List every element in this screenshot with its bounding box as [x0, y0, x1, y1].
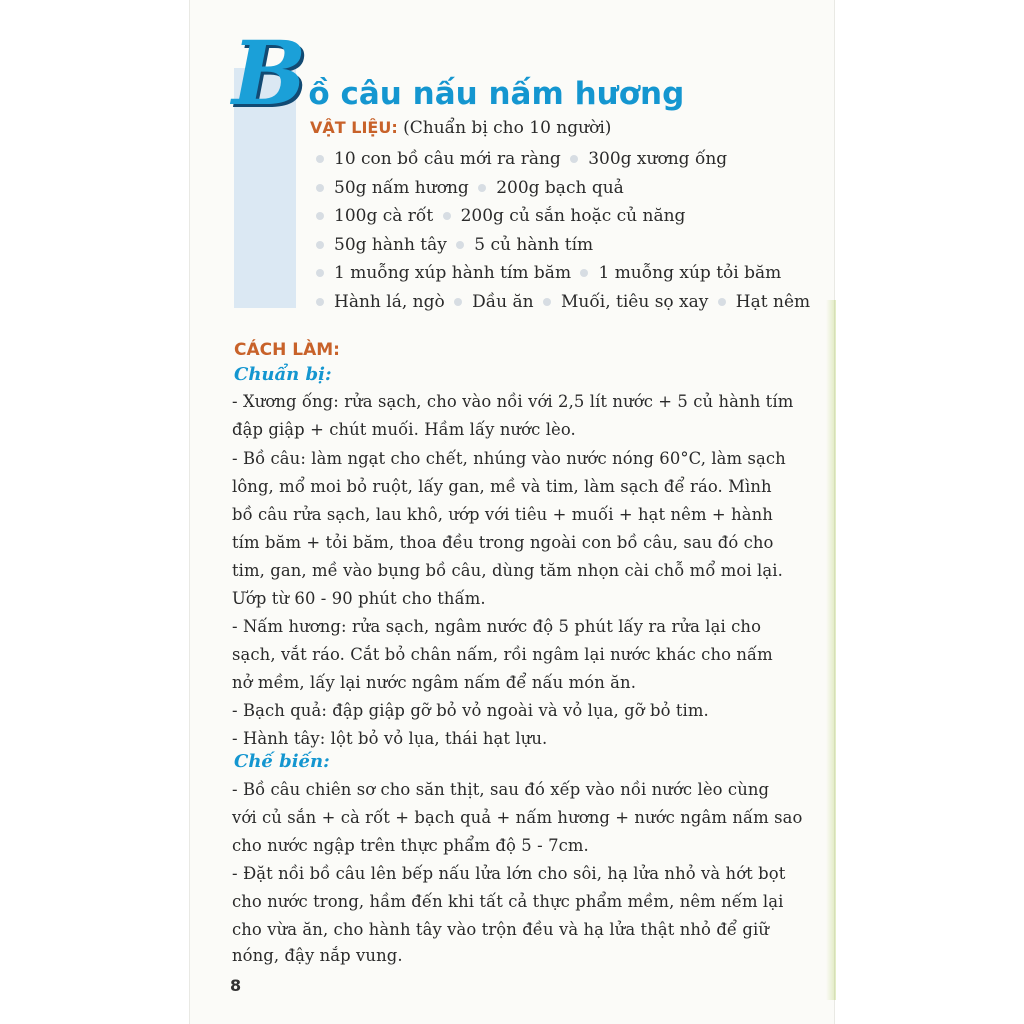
ingredient: Hạt nêm [735, 292, 811, 312]
materials-label: VẬT LIỆU: [310, 118, 398, 137]
bullet-icon [316, 184, 324, 192]
materials-row [312, 178, 624, 198]
recipe-title [232, 21, 685, 125]
materials-row [312, 263, 781, 283]
cook-line: nóng, đậy nắp vung. [232, 946, 403, 965]
prep-line: nở mềm, lấy lại nước ngâm nấm để nấu món ăn. [232, 673, 637, 692]
materials-note: (Chuẩn bị cho 10 người) [403, 118, 612, 138]
title-initial: B [232, 21, 307, 125]
materials-heading [310, 118, 611, 138]
ingredient: 200g bạch quả [496, 178, 624, 198]
materials-row [312, 292, 810, 312]
prep-line: - Hành tây: lột bỏ vỏ lụa, thái hạt lựu. [232, 729, 548, 748]
ingredient: 1 muỗng xúp hành tím băm [334, 263, 572, 283]
ingredient: 300g xương ống [588, 149, 728, 169]
ingredient: Hành lá, ngò [334, 292, 445, 312]
bullet-icon [316, 298, 324, 306]
materials-row [312, 235, 593, 255]
bullet-icon [443, 212, 451, 220]
ingredient: 100g cà rốt [334, 206, 434, 226]
cook-line: - Đặt nồi bồ câu lên bếp nấu lửa lớn cho sôi, hạ lửa nhỏ và hớt bọt [232, 864, 786, 883]
ingredient: Dầu ăn [472, 292, 534, 312]
ingredient: 10 con bồ câu mới ra ràng [334, 149, 561, 169]
bullet-icon [316, 241, 324, 249]
bullet-icon [454, 298, 462, 306]
bullet-icon [316, 212, 324, 220]
prep-line: - Bạch quả: đập giập gỡ bỏ vỏ ngoài và vỏ lụa, gỡ bỏ tim. [232, 701, 709, 720]
materials-row [312, 206, 685, 226]
method-heading: CÁCH LÀM: [234, 340, 340, 360]
cook-line: - Bồ câu chiên sơ cho săn thịt, sau đó xếp vào nồi nước lèo cùng [232, 780, 770, 799]
cook-line: cho nước ngập trên thực phẩm độ 5 - 7cm. [232, 836, 589, 855]
bullet-icon [543, 298, 551, 306]
prep-line: - Xương ống: rửa sạch, cho vào nồi với 2,5 lít nước + 5 củ hành tím [232, 392, 794, 411]
prep-line: - Nấm hương: rửa sạch, ngâm nước độ 5 phút lấy ra rửa lại cho [232, 617, 762, 636]
bullet-icon [580, 269, 588, 277]
ingredient: 1 muỗng xúp tỏi băm [598, 263, 782, 283]
prep-line: Ướp từ 60 - 90 phút cho thấm. [232, 589, 486, 608]
ingredient: 50g nấm hương [334, 178, 469, 198]
ingredient: 200g củ sắn hoặc củ năng [460, 206, 686, 226]
cook-line: cho nước trong, hầm đến khi tất cả thực phẩm mềm, nêm nếm lại [232, 892, 784, 911]
prep-line: - Bồ câu: làm ngạt cho chết, nhúng vào nước nóng 60°C, làm sạch [232, 449, 786, 468]
prep-line: sạch, vắt ráo. Cắt bỏ chân nấm, rồi ngâm lại nước khác cho nấm [232, 645, 773, 664]
ingredient: 50g hành tây [334, 235, 447, 255]
prep-line: bồ câu rửa sạch, lau khô, ướp với tiêu + muối + hạt nêm + hành [232, 505, 773, 524]
prep-heading: Chuẩn bị: [234, 364, 332, 385]
bullet-icon [316, 155, 324, 163]
prep-line: đập giập + chút muối. Hầm lấy nước lèo. [232, 420, 576, 439]
bullet-icon [570, 155, 578, 163]
bullet-icon [316, 269, 324, 277]
title-text: ồ câu nấu nấm hương [308, 76, 685, 112]
materials-row [312, 149, 727, 169]
page-number: 8 [230, 976, 242, 995]
prep-line: tim, gan, mề vào bụng bồ câu, dùng tăm nhọn cài chỗ mổ moi lại. [232, 561, 783, 580]
prep-line: lông, mổ moi bỏ ruột, lấy gan, mề và tim, làm sạch để ráo. Mình [232, 477, 772, 496]
bullet-icon [456, 241, 464, 249]
cook-line: cho vừa ăn, cho hành tây vào trộn đều và hạ lửa thật nhỏ để giữ [232, 920, 770, 939]
cook-line: với củ sắn + cà rốt + bạch quả + nấm hương + nước ngâm nấm sao [232, 808, 803, 827]
ingredient: Muối, tiêu sọ xay [561, 292, 709, 312]
bullet-icon [718, 298, 726, 306]
ingredient: 5 củ hành tím [474, 235, 594, 255]
prep-line: tím băm + tỏi băm, thoa đều trong ngoài con bồ câu, sau đó cho [232, 533, 774, 552]
cook-heading: Chế biến: [234, 751, 330, 772]
bullet-icon [478, 184, 486, 192]
